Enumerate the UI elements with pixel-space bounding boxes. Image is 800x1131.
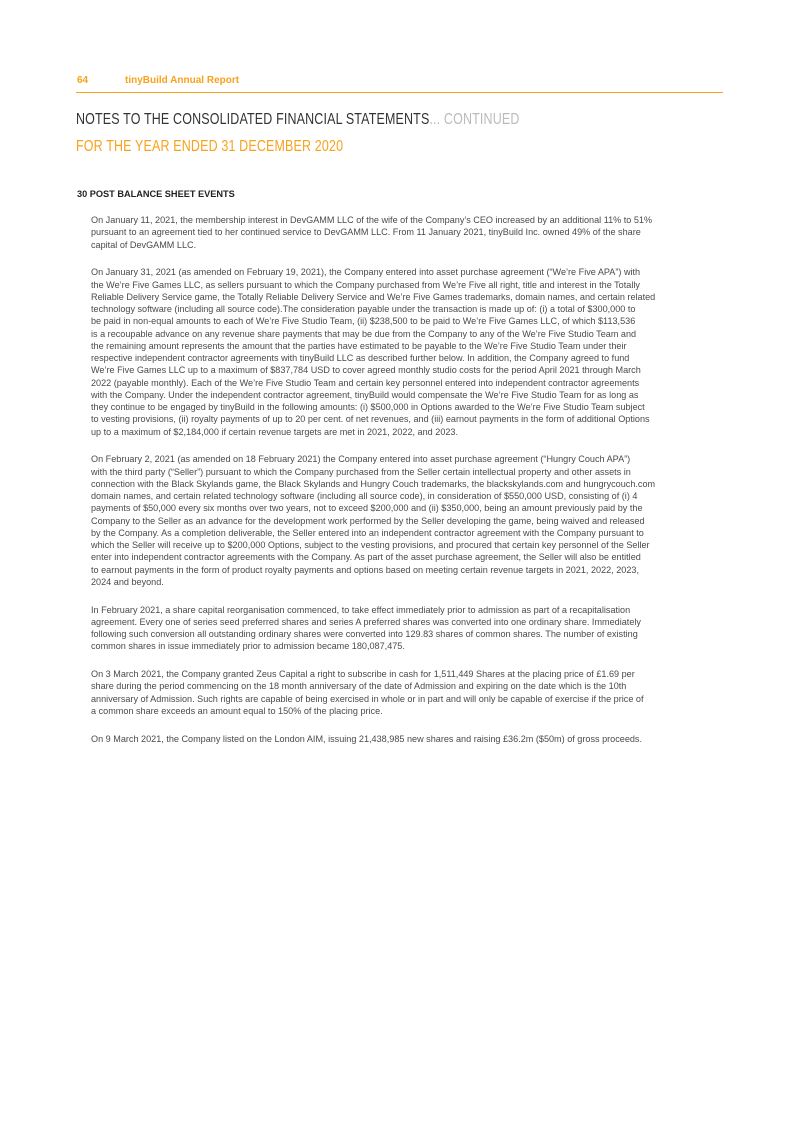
page-title bbox=[76, 111, 520, 129]
paragraph bbox=[91, 604, 731, 653]
section-heading: 30 POST BALANCE SHEET EVENTS bbox=[77, 189, 235, 199]
paragraph-line: the remaining amount represents the amount that the parties have estimated to be payable to the We’re Five Studio Team under their bbox=[91, 340, 627, 351]
paragraph-line: In February 2021, a share capital reorganisation commenced, to take effect immediately prior to admission as part of a recapitalisation bbox=[91, 604, 631, 615]
page-title-continued: ... CONTINUED bbox=[429, 111, 520, 128]
paragraph-line: they continue to be engaged by tinyBuild in the following amounts: (i) $500,000 in Options awarded to the We’re Five Studio Team subject bbox=[91, 402, 645, 412]
paragraph-line: On January 31, 2021 (as amended on February 19, 2021), the Company entered into asset purchase agreement (“We’re Five APA”) with bbox=[91, 267, 641, 278]
page-header bbox=[77, 75, 240, 86]
paragraph-line: 2022 (payable monthly). Each of the We’re Five Studio Team and certain key personnel entered into independent contractor agreements bbox=[91, 377, 640, 388]
paragraph bbox=[91, 266, 731, 438]
paragraph-line: technology software (including all source code).The consideration payable under the transaction is made up of: (i) a total of $300,000 to bbox=[91, 304, 636, 314]
paragraph-line: 2024 and beyond. bbox=[91, 576, 164, 587]
paragraph-line: is a recoupable advance on any revenue share payments that may be due from the Company to any of the We’re Five Studio Team and bbox=[91, 328, 637, 339]
paragraph bbox=[91, 453, 731, 588]
paragraph-line: On February 2, 2021 (as amended on 18 February 2021) the Company entered into asset purchase agreement (“Hungry Couch APA”) bbox=[91, 454, 631, 465]
paragraph-line: share during the period commencing on the 18 month anniversary of the date of Admission and expiring on the date which is the 10th bbox=[91, 681, 627, 692]
header-divider bbox=[76, 92, 723, 93]
paragraph-line: pursuant to an agreement tied to her continued service to DevGAMM LLC. From 11 January 2021, tinyBuild Inc. owned 49% of the share bbox=[91, 227, 641, 238]
paragraph-line: We’re Five Games LLC up to a maximum of $837,784 USD to cover agreed monthly studio costs for the period April 2021 through March bbox=[91, 365, 641, 376]
section-body bbox=[91, 214, 731, 760]
paragraph-line: Reliable Delivery Service game, the Totally Reliable Delivery Service and We’re Five Games trademarks, domain names, and certain related bbox=[91, 291, 656, 302]
paragraph-line: a common share exceeds an amount equal to 150% of the placing price. bbox=[91, 705, 383, 716]
paragraph-line: agreement. Every one of series seed preferred shares and series A preferred shares was converted into one ordinary share. Immediately bbox=[91, 616, 641, 627]
paragraph-line: On 3 March 2021, the Company granted Zeus Capital a right to subscribe in cash for 1,511,449 Shares at the placing price of £1.69 per bbox=[91, 669, 635, 679]
paragraph-line: following such conversion all outstanding ordinary shares were converted into 129.83 shares of common shares. The number of existing bbox=[91, 629, 638, 639]
paragraph bbox=[91, 733, 731, 745]
paragraph-line: to vesting provisions, (ii) royalty payments of up to 20 per cent. of net revenues, and (iii) earnout payments in the form of additional Options bbox=[91, 414, 650, 425]
paragraph-line: which the Seller will receive up to $200,000 Options, subject to the vesting provisions, and procured that certain key personnel of the Seller bbox=[91, 540, 650, 550]
report-title: tinyBuild Annual Report bbox=[125, 75, 240, 86]
paragraph-line: respective independent contractor agreements with tinyBuild LLC as described further below. In addition, the Company agreed to fund bbox=[91, 353, 630, 363]
paragraph-line: enter into independent contractor agreements with the Company. As part of the asset purchase agreement, the Seller will also be entitled bbox=[91, 552, 641, 563]
paragraph-line: by the Company. As a completion deliverable, the Seller entered into an independent contractor agreement with the Company pursuant to bbox=[91, 527, 644, 538]
page-title-main: NOTES TO THE CONSOLIDATED FINANCIAL STATEMENTS bbox=[76, 111, 430, 128]
paragraph-line: domain names, and certain related technology software (including all source code), in consideration of $550,000 USD, consisting of (i) 4 bbox=[91, 491, 638, 501]
paragraph-line: connection with the Black Skylands game, the Black Skylands and Hungry Couch trademarks, the blackskylands.com and hungrycouch.com bbox=[91, 478, 656, 489]
paragraph-line: be paid in non-equal amounts to each of We’re Five Studio Team, (ii) $238,500 to be paid to We’re Five Games LLC, of which $113,536 bbox=[91, 316, 636, 327]
paragraph bbox=[91, 214, 731, 251]
paragraph-line: On 9 March 2021, the Company listed on the London AIM, issuing 21,438,985 new shares and raising £36.2m ($50m) of gross proceeds. bbox=[91, 733, 643, 744]
paragraph-line: Company to the Seller as an advance for the development work performed by the Seller developing the game, being waived and released bbox=[91, 515, 645, 526]
paragraph-line: common shares in issue immediately prior to admission became 180,087,475. bbox=[91, 641, 405, 652]
page-subtitle: FOR THE YEAR ENDED 31 DECEMBER 2020 bbox=[76, 138, 344, 155]
paragraph-line: capital of DevGAMM LLC. bbox=[91, 239, 197, 250]
paragraph-line: with the Company. Under the independent contractor agreement, tinyBuild would compensate the We’re Five Studio Team for as long as bbox=[91, 389, 639, 400]
paragraph-line: the We’re Five Games LLC, as sellers pursuant to which the Company purchased from We’re Five all right, title and interest in the Totally bbox=[91, 279, 640, 290]
paragraph-line: payments of $50,000 every six months over two years, not to exceed $200,000 and (ii) $350,000, being an amount previously paid by the bbox=[91, 503, 643, 514]
paragraph-line: anniversary of Admission. Such rights are capable of being exercised in whole or in part and will only be capable of exercise if the price of bbox=[91, 693, 644, 704]
paragraph-line: On January 11, 2021, the membership interest in DevGAMM LLC of the wife of the Company’s CEO increased by an additional 11% to 51% bbox=[91, 215, 653, 225]
page-number: 64 bbox=[77, 75, 89, 86]
paragraph-line: with the third party (“Seller”) pursuant to which the Company purchased from the Seller certain intellectual property and other assets in bbox=[91, 466, 631, 477]
paragraph-line: up to a maximum of $2,184,000 if certain revenue targets are met in 2021, 2022, and 2023. bbox=[91, 426, 459, 437]
paragraph bbox=[91, 668, 731, 717]
paragraph-line: to earnout payments in the form of product royalty payments and options based on meeting certain revenue targets in 2021, 2022, 2023, bbox=[91, 564, 639, 575]
